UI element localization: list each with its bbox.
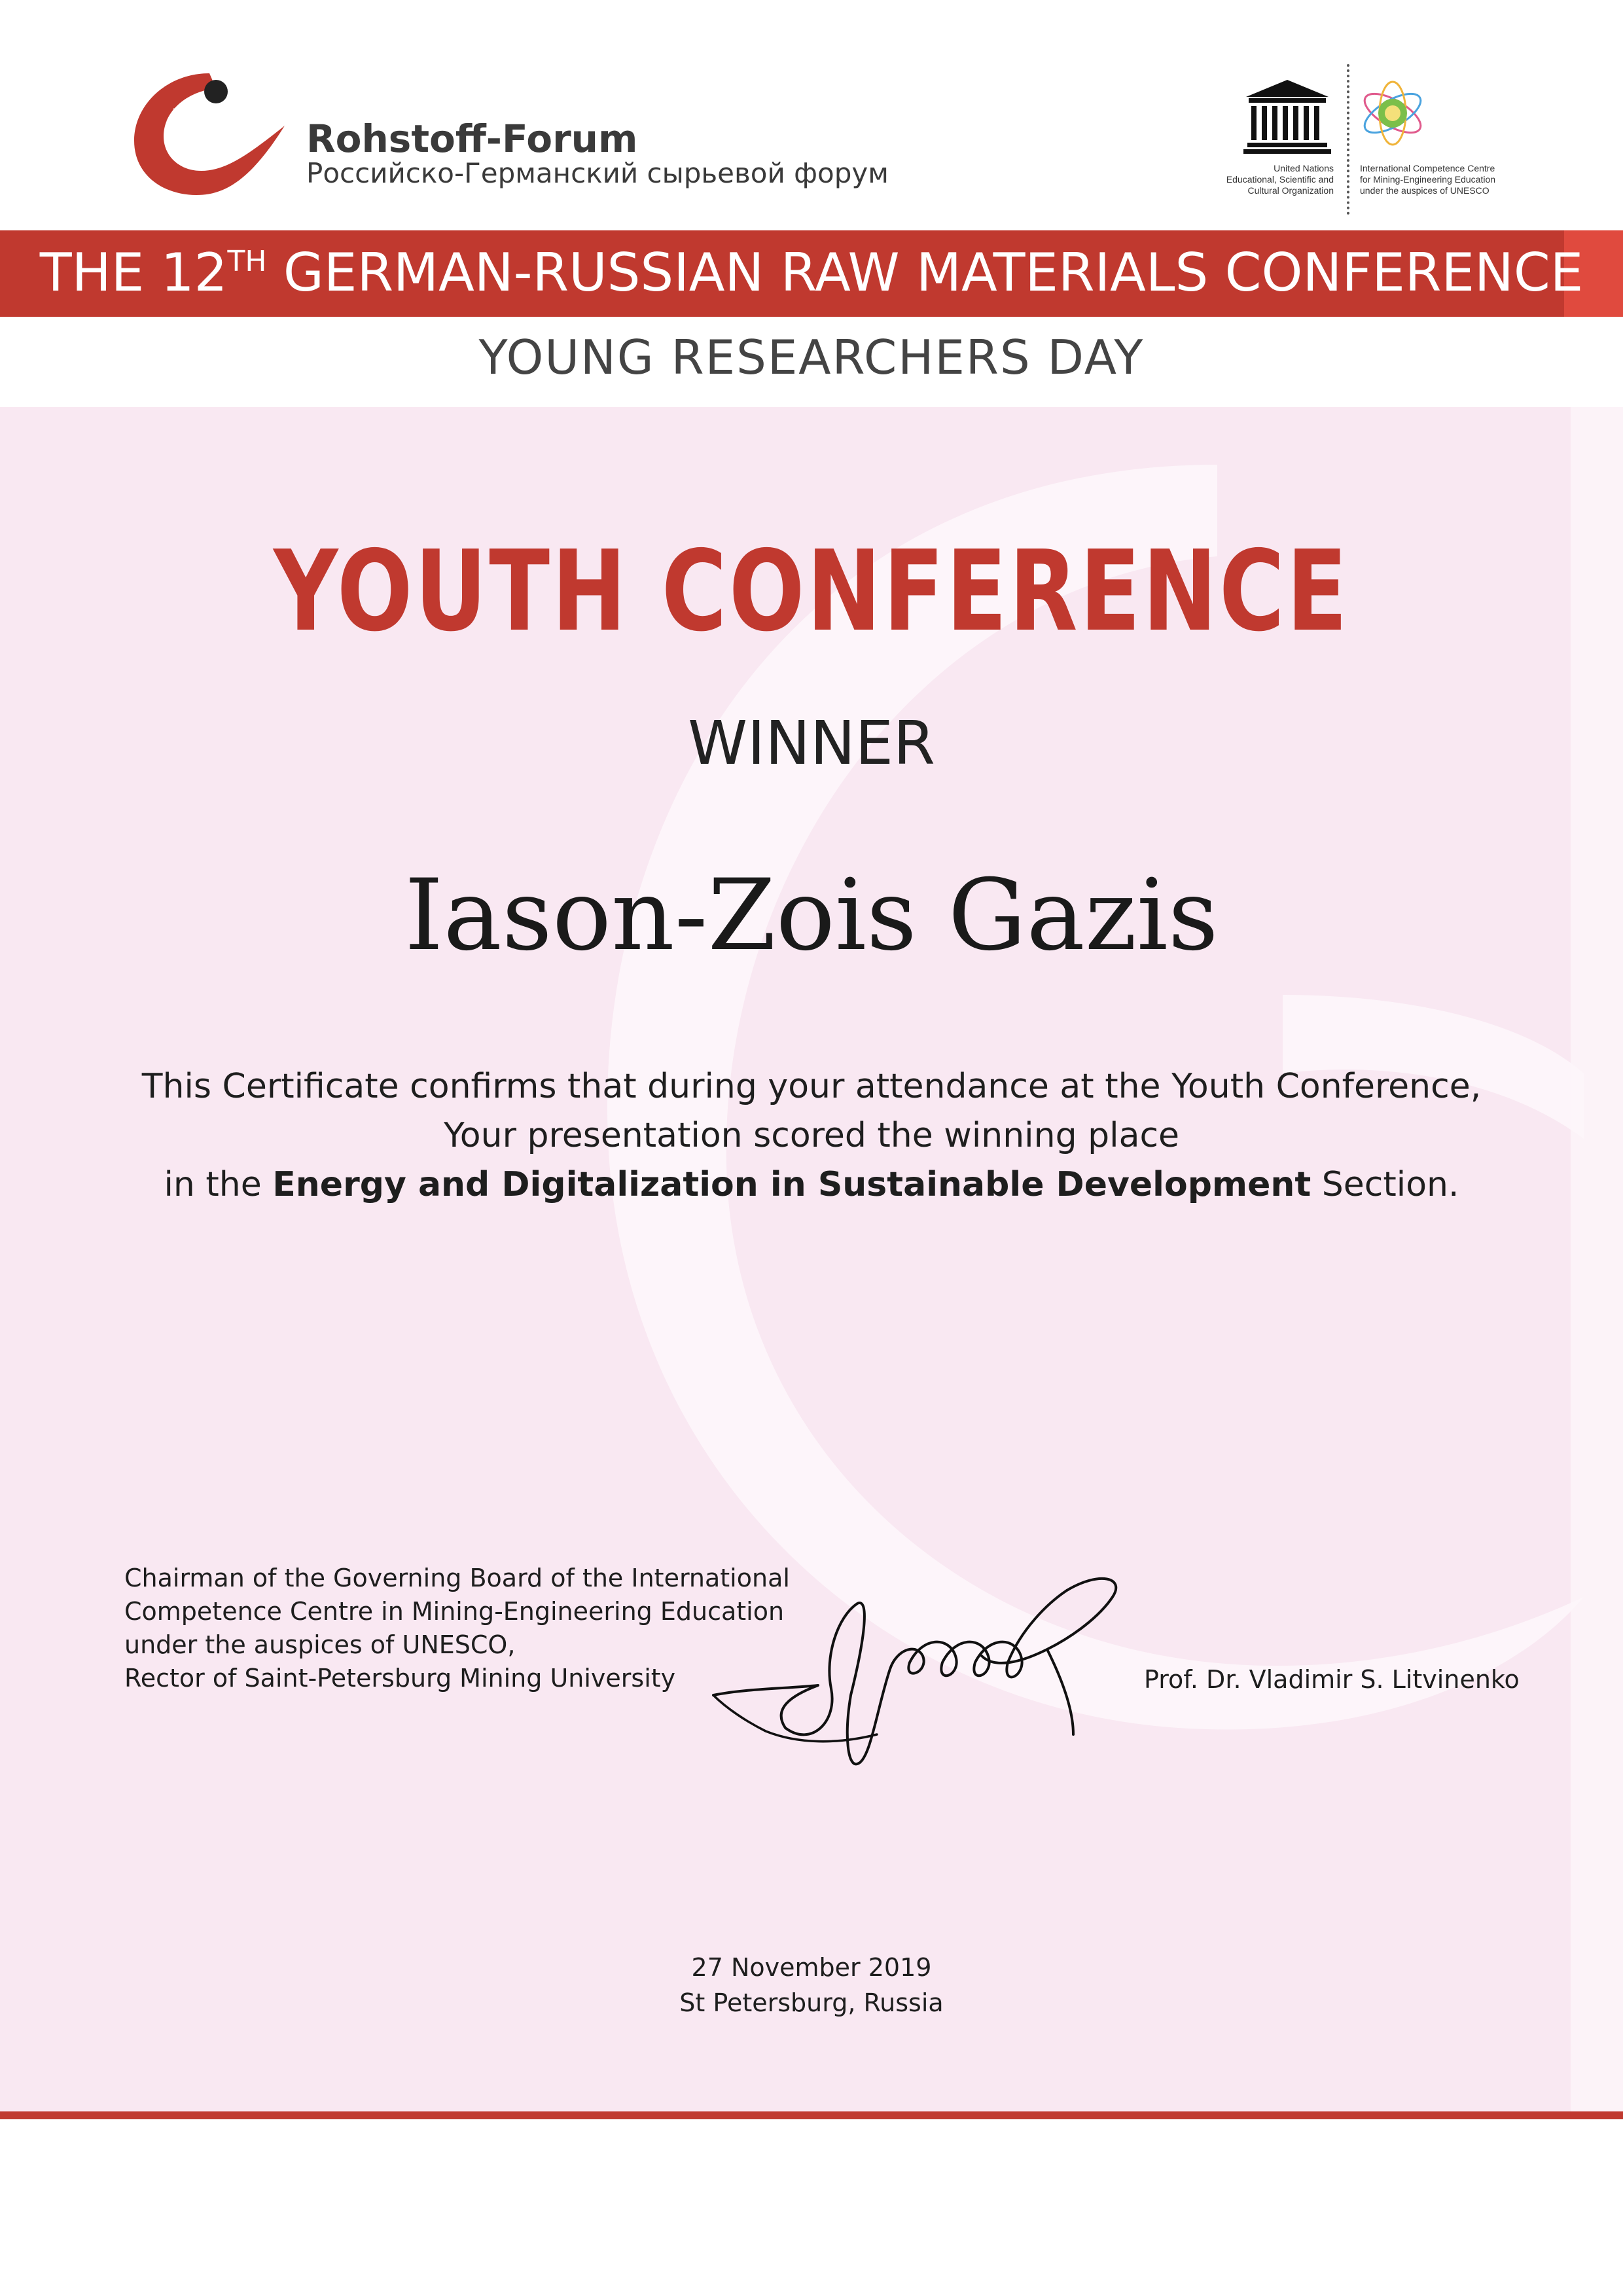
unesco-caption: United Nations Educational, Scientific and Cultural Organization bbox=[1226, 163, 1334, 196]
certificate-statement-line-3 bbox=[0, 1165, 1623, 1204]
logo-separator bbox=[1347, 64, 1349, 215]
award-label: WINNER bbox=[688, 708, 935, 778]
icc-logo bbox=[1357, 77, 1429, 149]
signatory-name: Prof. Dr. Vladimir S. Litvinenko bbox=[1144, 1665, 1520, 1694]
section-name: Energy and Digitalization in Sustainable Development bbox=[272, 1165, 1311, 1204]
line3-prefix: in the bbox=[164, 1165, 273, 1204]
certificate-date: 27 November 2019 bbox=[691, 1953, 932, 1982]
org-subtitle: Российско-Германский сырьевой форум bbox=[306, 157, 889, 189]
signatory-role: Chairman of the Governing Board of the International Competence Centre in Mining-Engineering Education under the auspices of UNESCO, Rector of Saint-Petersburg Mining University bbox=[124, 1564, 790, 1693]
conference-title-superscript: TH bbox=[227, 245, 267, 278]
bottom-rule bbox=[0, 2111, 1623, 2119]
icc-caption: International Competence Centre for Mining-Engineering Education under the auspices of UNESCO bbox=[1360, 163, 1496, 196]
certificate-statement-line-2: Your presentation scored the winning place bbox=[443, 1116, 1180, 1155]
event-subtitle: YOUNG RESEARCHERS DAY bbox=[478, 330, 1145, 385]
conference-title bbox=[0, 242, 1623, 303]
certificate-place: St Petersburg, Russia bbox=[679, 1988, 944, 2017]
rohstoff-forum-logo bbox=[124, 65, 294, 203]
handwritten-signature bbox=[707, 1564, 1204, 1780]
recipient-name: Iason-Zois Gazis bbox=[404, 859, 1219, 973]
certificate-title: YOUTH CONFERENCE bbox=[273, 527, 1350, 656]
conference-title-suffix: GERMAN-RUSSIAN RAW MATERIALS CONFERENCE bbox=[266, 242, 1584, 303]
line3-suffix: Section. bbox=[1311, 1165, 1459, 1204]
org-name: Rohstoff-Forum bbox=[306, 117, 638, 161]
unesco-logo bbox=[1243, 77, 1331, 154]
certificate-statement-line-1: This Certificate confirms that during your attendance at the Youth Conference, bbox=[141, 1067, 1482, 1106]
conference-title-prefix: THE 12 bbox=[39, 242, 228, 303]
